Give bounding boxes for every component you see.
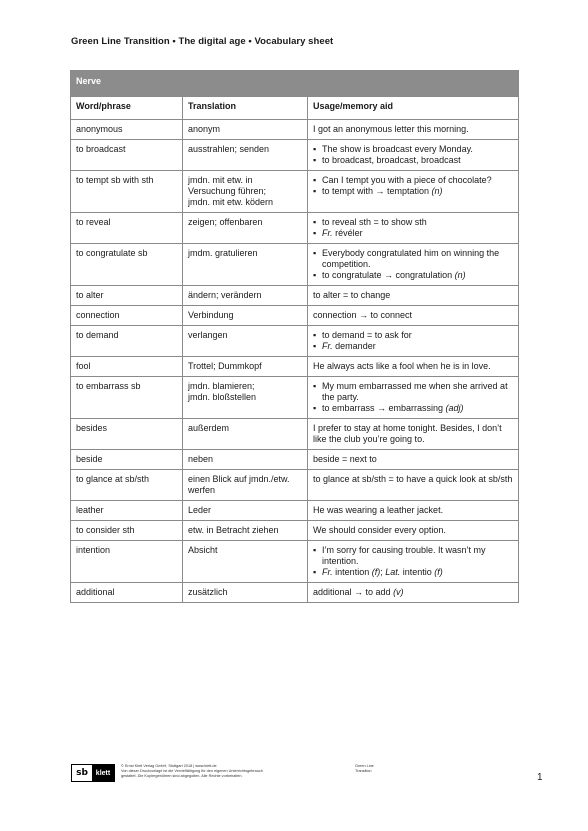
- section-title: Nerve: [71, 71, 519, 97]
- usage-item: ▪ to broadcast, broadcast, broadcast: [313, 155, 513, 166]
- page-number: 1: [537, 772, 543, 783]
- word-cell: to congratulate sb: [71, 244, 183, 286]
- usage-cell: [308, 470, 519, 501]
- usage-cell: [308, 306, 519, 326]
- usage-cell: [308, 419, 519, 450]
- page-title: Green Line Transition • The digital age • Vocabulary sheet: [71, 36, 334, 47]
- word-cell: to embarrass sb: [71, 377, 183, 419]
- column-header-translation: Translation: [183, 97, 308, 120]
- translation-line: Versuchung führen;: [188, 186, 267, 196]
- word-cell: besides: [71, 419, 183, 450]
- word-cell: to broadcast: [71, 140, 183, 171]
- usage-item: ▪ Fr. révéler: [313, 228, 513, 239]
- usage-item: ▪ to reveal sth = to show sth: [313, 217, 513, 228]
- translation-cell: [183, 541, 308, 583]
- translation-cell: [183, 120, 308, 140]
- usage-cell: [308, 501, 519, 521]
- usage-cell: [308, 286, 519, 306]
- usage-item: ▪ Fr. intention (f); Lat. intentio (f): [313, 567, 513, 578]
- usage-list: [313, 330, 513, 352]
- column-header-row: [71, 97, 519, 120]
- usage-cell: [308, 377, 519, 419]
- word-cell: fool: [71, 357, 183, 377]
- column-header-usage: Usage/memory aid: [308, 97, 519, 120]
- usage-list: [313, 545, 513, 578]
- usage-item: ▪ Can I tempt you with a piece of chocolate?: [313, 175, 513, 186]
- usage-list: [313, 248, 513, 281]
- publisher-logo: [71, 764, 115, 782]
- table-row: [71, 171, 519, 213]
- translation-line: anonym: [188, 124, 221, 134]
- usage-item: ▪ I’m sorry for causing trouble. It wasn’t my intention.: [313, 545, 513, 567]
- usage-text: additional → to add (v): [313, 587, 404, 597]
- translation-line: ausstrahlen; senden: [188, 144, 270, 154]
- table-row: [71, 357, 519, 377]
- translation-line: neben: [188, 454, 214, 464]
- word-cell: to glance at sb/sth: [71, 470, 183, 501]
- usage-cell: [308, 541, 519, 583]
- series-line: Transition: [355, 769, 372, 773]
- usage-cell: [308, 450, 519, 470]
- usage-item: ▪ to tempt with → temptation (n): [313, 186, 513, 197]
- translation-cell: [183, 213, 308, 244]
- translation-cell: [183, 171, 308, 213]
- word-cell: beside: [71, 450, 183, 470]
- table-row: [71, 450, 519, 470]
- table-row: [71, 306, 519, 326]
- column-header-word: Word/phrase: [71, 97, 183, 120]
- translation-line: Trottel; Dummkopf: [188, 361, 262, 371]
- table-row: [71, 583, 519, 603]
- usage-text: I prefer to stay at home tonight. Besides, I don’t like the club you’re going to.: [313, 423, 502, 444]
- translation-line: zusätzlich: [188, 587, 228, 597]
- translation-line: jmdm. gratulieren: [188, 248, 258, 258]
- usage-list: [313, 381, 513, 414]
- logo-mark-right: klett: [92, 765, 114, 781]
- translation-line: Leder: [188, 505, 212, 515]
- usage-text: He was wearing a leather jacket.: [313, 505, 444, 515]
- usage-item: ▪ to embarrass → embarrassing (adj): [313, 403, 513, 414]
- usage-text: I got an anonymous letter this morning.: [313, 124, 469, 134]
- translation-line: außerdem: [188, 423, 230, 433]
- usage-item: ▪ Everybody congratulated him on winning the competition.: [313, 248, 513, 270]
- word-cell: anonymous: [71, 120, 183, 140]
- table-row: [71, 501, 519, 521]
- usage-cell: [308, 326, 519, 357]
- table-row: [71, 244, 519, 286]
- usage-list: [313, 144, 513, 166]
- usage-list: [313, 175, 513, 197]
- copyright-notice: [121, 764, 263, 779]
- word-cell: to alter: [71, 286, 183, 306]
- copyright-line: © Ernst Klett Verlag GmbH, Stuttgart 2018 | www.klett.de: [121, 764, 217, 768]
- usage-text: He always acts like a fool when he is in love.: [313, 361, 491, 371]
- usage-item: ▪ The show is broadcast every Monday.: [313, 144, 513, 155]
- translation-cell: [183, 583, 308, 603]
- translation-cell: [183, 470, 308, 501]
- usage-item: ▪ to demand = to ask for: [313, 330, 513, 341]
- table-row: [71, 140, 519, 171]
- usage-cell: [308, 244, 519, 286]
- series-name: [355, 764, 374, 774]
- word-cell: to demand: [71, 326, 183, 357]
- translation-cell: [183, 357, 308, 377]
- translation-cell: [183, 501, 308, 521]
- translation-cell: [183, 140, 308, 171]
- translation-cell: [183, 450, 308, 470]
- usage-item: ▪ My mum embarrassed me when she arrived at the party.: [313, 381, 513, 403]
- translation-cell: [183, 521, 308, 541]
- translation-cell: [183, 419, 308, 450]
- usage-cell: [308, 521, 519, 541]
- section-header-row: [71, 71, 519, 97]
- translation-cell: [183, 377, 308, 419]
- series-line: Green Line: [355, 764, 374, 768]
- logo-mark-left: sb: [72, 765, 92, 781]
- word-cell: intention: [71, 541, 183, 583]
- usage-cell: [308, 171, 519, 213]
- translation-line: jmdn. mit etw. in: [188, 175, 253, 185]
- translation-cell: [183, 306, 308, 326]
- translation-line: Verbindung: [188, 310, 234, 320]
- translation-cell: [183, 326, 308, 357]
- table-row: [71, 377, 519, 419]
- copyright-line: gestattet. Die Kopiergebühren sind abgegolten. Alle Rechte vorbehalten.: [121, 774, 243, 778]
- usage-text: to alter = to change: [313, 290, 391, 300]
- table-row: [71, 120, 519, 140]
- word-cell: to consider sth: [71, 521, 183, 541]
- vocabulary-rows: [71, 120, 519, 603]
- translation-cell: [183, 244, 308, 286]
- translation-line: einen Blick auf jmdn./etw.: [188, 474, 290, 484]
- table-row: [71, 470, 519, 501]
- usage-cell: [308, 120, 519, 140]
- translation-line: zeigen; offenbaren: [188, 217, 263, 227]
- usage-cell: [308, 357, 519, 377]
- table-row: [71, 521, 519, 541]
- translation-cell: [183, 286, 308, 306]
- table-row: [71, 419, 519, 450]
- table-row: [71, 541, 519, 583]
- translation-line: werfen: [188, 485, 216, 495]
- usage-cell: [308, 583, 519, 603]
- word-cell: additional: [71, 583, 183, 603]
- usage-list: [313, 217, 513, 239]
- vocabulary-table: [70, 70, 519, 603]
- usage-item: ▪ to congratulate → congratulation (n): [313, 270, 513, 281]
- translation-line: etw. in Betracht ziehen: [188, 525, 279, 535]
- translation-line: jmdn. mit etw. ködern: [188, 197, 274, 207]
- usage-cell: [308, 140, 519, 171]
- translation-line: jmdn. bloßstellen: [188, 392, 257, 402]
- translation-line: jmdn. blamieren;: [188, 381, 255, 391]
- table-row: [71, 286, 519, 306]
- word-cell: to tempt sb with sth: [71, 171, 183, 213]
- usage-text: beside = next to: [313, 454, 377, 464]
- table-row: [71, 213, 519, 244]
- word-cell: leather: [71, 501, 183, 521]
- word-cell: connection: [71, 306, 183, 326]
- translation-line: ändern; verändern: [188, 290, 262, 300]
- usage-cell: [308, 213, 519, 244]
- copyright-line: Von dieser Druckvorlage ist die Vervielfältigung für den eigenen Unterrichtsgebrauch: [121, 769, 263, 773]
- table-row: [71, 326, 519, 357]
- usage-text: to glance at sb/sth = to have a quick look at sb/sth: [313, 474, 513, 484]
- word-cell: to reveal: [71, 213, 183, 244]
- translation-line: Absicht: [188, 545, 218, 555]
- usage-item: ▪ Fr. demander: [313, 341, 513, 352]
- translation-line: verlangen: [188, 330, 228, 340]
- usage-text: connection → to connect: [313, 310, 413, 320]
- usage-text: We should consider every option.: [313, 525, 446, 535]
